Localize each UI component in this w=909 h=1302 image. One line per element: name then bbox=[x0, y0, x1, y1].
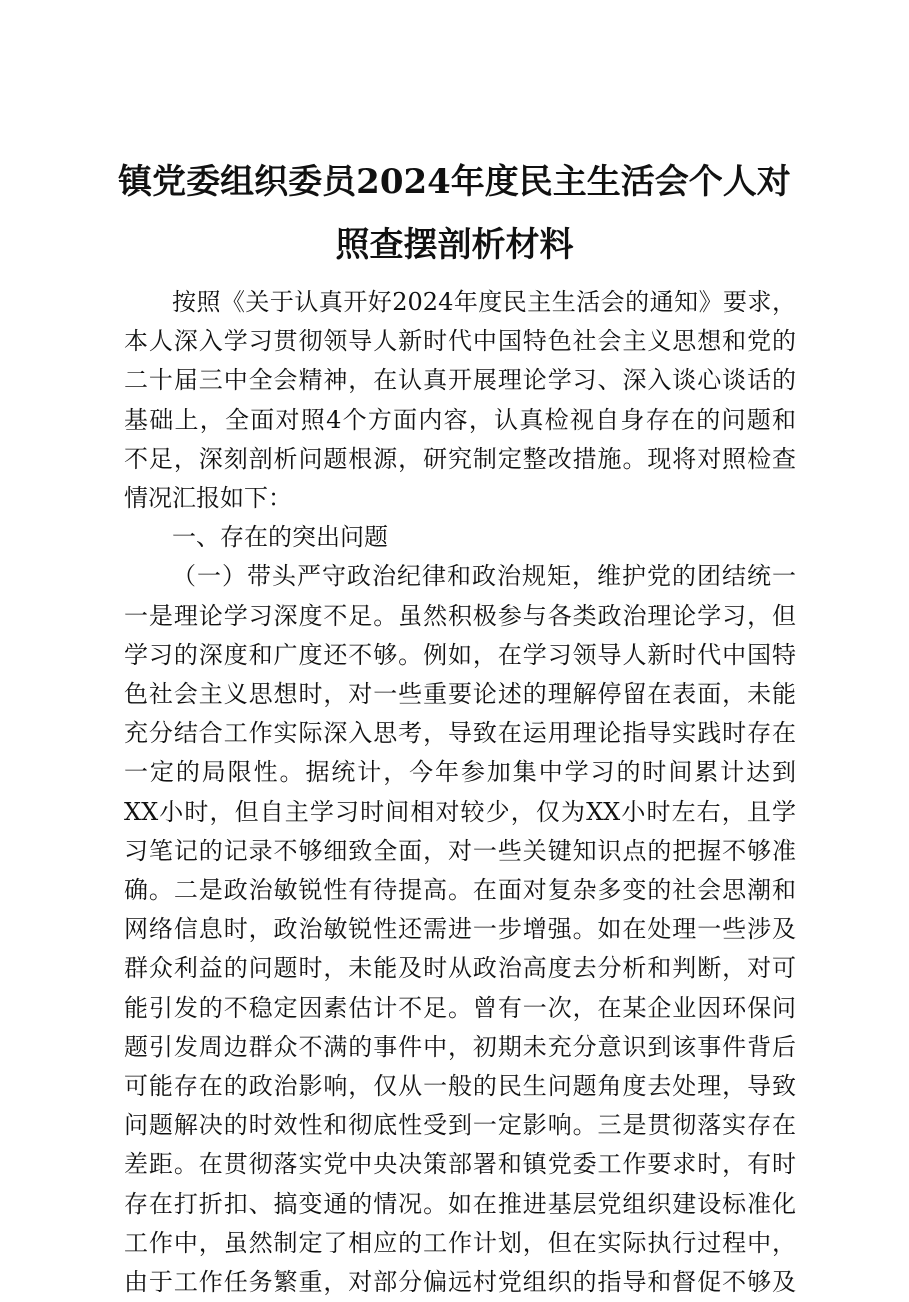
body-line: XX小时，但自主学习时间相对较少，仅为XX小时左右，且学 bbox=[124, 797, 796, 826]
document-title-line-2: 照查摆剖析材料 bbox=[335, 225, 574, 265]
document-title-line-1: 镇党委组织委员2024年度民主生活会个人对 bbox=[118, 162, 791, 202]
body-line: 工作中，虽然制定了相应的工作计划，但在实际执行过程中， bbox=[124, 1228, 796, 1257]
body-line: 能引发的不稳定因素估计不足。曾有一次，在某企业因环保问 bbox=[124, 993, 796, 1022]
body-line: 可能存在的政治影响，仅从一般的民生问题角度去处理，导致 bbox=[124, 1072, 796, 1101]
document-body bbox=[124, 283, 796, 1302]
body-line: 存在打折扣、搞变通的情况。如在推进基层党组织建设标准化 bbox=[124, 1189, 796, 1218]
subsection-heading: （一）带头严守政治纪律和政治规矩，维护党的团结统一 bbox=[172, 562, 796, 591]
body-line: 情况汇报如下： bbox=[124, 484, 292, 513]
section-heading: 一、存在的突出问题 bbox=[172, 523, 388, 552]
body-line: 确。二是政治敏锐性有待提高。在面对复杂多变的社会思潮和 bbox=[124, 876, 796, 905]
body-line: 网络信息时，政治敏锐性还需进一步增强。如在处理一些涉及 bbox=[124, 915, 796, 944]
body-line: 一是理论学习深度不足。虽然积极参与各类政治理论学习，但 bbox=[124, 601, 796, 630]
body-line: 一定的局限性。据统计，今年参加集中学习的时间累计达到 bbox=[124, 758, 796, 787]
body-line: 差距。在贯彻落实党中央决策部署和镇党委工作要求时，有时 bbox=[124, 1150, 796, 1179]
body-line: 基础上，全面对照4个方面内容，认真检视自身存在的问题和 bbox=[124, 405, 796, 434]
body-line: 由于工作任务繁重，对部分偏远村党组织的指导和督促不够及 bbox=[124, 1268, 796, 1297]
body-line: 题引发周边群众不满的事件中，初期未充分意识到该事件背后 bbox=[124, 1032, 796, 1061]
body-line: 二十届三中全会精神，在认真开展理论学习、深入谈心谈话的 bbox=[124, 366, 796, 395]
body-line: 学习的深度和广度还不够。例如，在学习领导人新时代中国特 bbox=[124, 640, 796, 669]
body-line: 问题解决的时效性和彻底性受到一定影响。三是贯彻落实存在 bbox=[124, 1111, 796, 1140]
body-line: 色社会主义思想时，对一些重要论述的理解停留在表面，未能 bbox=[124, 680, 796, 709]
body-line: 充分结合工作实际深入思考，导致在运用理论指导实践时存在 bbox=[124, 719, 796, 748]
body-line: 习笔记的记录不够细致全面，对一些关键知识点的把握不够准 bbox=[124, 836, 796, 865]
body-line: 不足，深刻剖析问题根源，研究制定整改措施。现将对照检查 bbox=[124, 444, 796, 473]
body-line: 群众利益的问题时，未能及时从政治高度去分析和判断，对可 bbox=[124, 954, 796, 983]
body-line: 按照《关于认真开好2024年度民主生活会的通知》要求， bbox=[172, 288, 796, 316]
body-line: 本人深入学习贯彻领导人新时代中国特色社会主义思想和党的 bbox=[124, 327, 796, 356]
